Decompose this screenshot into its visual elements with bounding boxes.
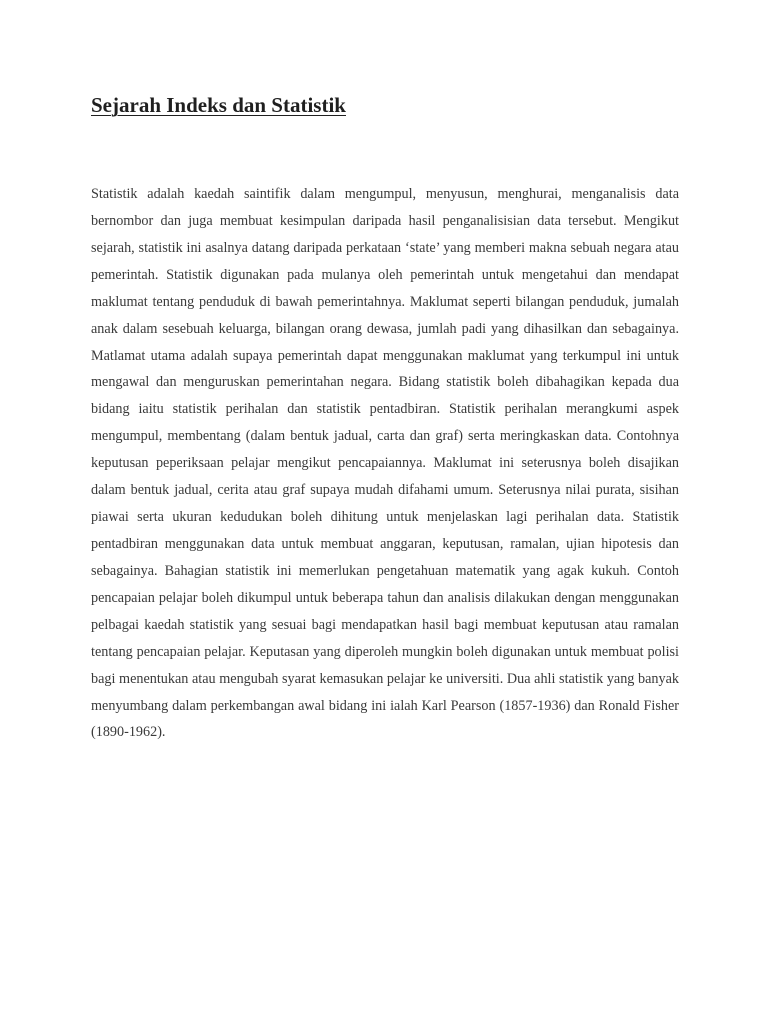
- document-title: Sejarah Indeks dan Statistik: [91, 93, 346, 117]
- body-paragraph: Statistik adalah kaedah saintifik dalam mengumpul, menyusun, menghurai, menganalisis data bernombor dan juga membuat kesimpulan daripada hasil penganalisisian data tersebut. Mengikut sejarah, statistik ini asalnya datang daripada perkataan ‘state’ yang memberi makna sebuah negara atau pemerintah. Statistik digunakan pada mulanya oleh pemerintah untuk mengetahui dan mendapat maklumat tentang penduduk di bawah pemerintahnya. Maklumat seperti bilangan penduduk, jumalah anak dalam sesebuah keluarga, bilangan orang dewasa, jumlah padi yang dihasilkan dan sebagainya. Matlamat utama adalah supaya pemerintah dapat menggunakan maklumat yang terkumpul ini untuk mengawal dan menguruskan pemerintahan negara. Bidang statistik boleh dibahagikan kepada dua bidang iaitu statistik perihalan dan statistik pentadbiran. Statistik perihalan merangkumi aspek mengumpul, membentang (dalam bentuk jadual, carta dan graf) serta meringkaskan data. Contohnya keputusan peperiksaan pelajar mengikut pencapaiannya. Maklumat ini seterusnya boleh disajikan dalam bentuk jadual, cerita atau graf supaya mudah difahami umum. Seterusnya nilai purata, sisihan piawai serta ukuran kedudukan boleh dihitung untuk menjelaskan lagi perihalan data. Statistik pentadbiran menggunakan data untuk membuat anggaran, keputusan, ramalan, ujian hipotesis dan sebagainya. Bahagian statistik ini memerlukan pengetahuan matematik yang agak kukuh. Contoh pencapaian pelajar boleh dikumpul untuk beberapa tahun dan analisis dilakukan dengan menggunakan pelbagai kaedah statistik yang sesuai bagi mendapatkan hasil bagi membuat keputusan atau ramalan tentang pencapaian pelajar. Keputasan yang diperoleh mungkin boleh digunakan untuk membuat polisi bagi menentukan atau mengubah syarat kemasukan pelajar ke universiti. Dua ahli statistik yang banyak menyumbang dalam perkembangan awal bidang ini ialah Karl Pearson (1857-1936) dan Ronald Fisher (1890-1962).: [91, 186, 679, 741]
